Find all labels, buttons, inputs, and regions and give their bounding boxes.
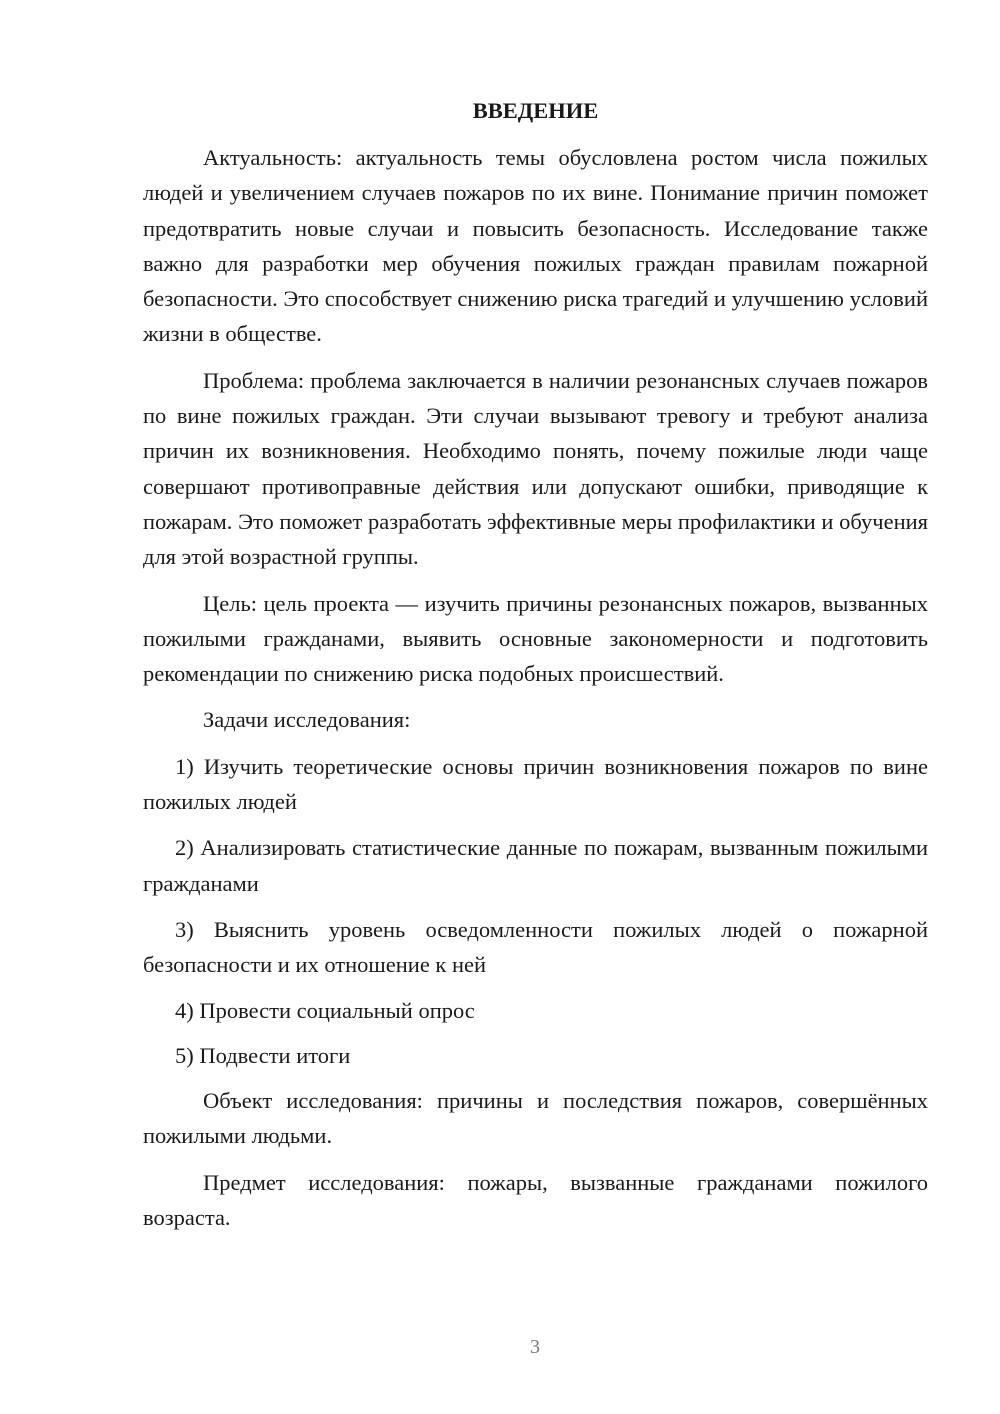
task-item-5: 5) Подвести итоги — [175, 1042, 351, 1068]
page-content — [143, 93, 928, 1235]
page-number: 3 — [530, 1336, 540, 1358]
paragraph-problem: Проблема: проблема заключается в наличии резонансных случаев пожаров по вине пожилых граждан. Эти случаи вызывают тревогу и требуют анализа причин их возникновения. Необходимо понять, почему пожилые люди чаще совершают противоправные действия или допускают ошибки, приводящие к пожарам. Это поможет разработать эффективные меры профилактики и обучения для этой возрастной группы. — [143, 367, 928, 570]
paragraph-goal: Цель: цель проекта — изучить причины резонансных пожаров, вызванных пожилыми гражданами, выявить основные закономерности и подготовить рекомендации по снижению риска подобных происшествий. — [143, 590, 928, 687]
page-title: ВВЕДЕНИЕ — [472, 98, 599, 123]
task-item-4: 4) Провести социальный опрос — [175, 997, 475, 1023]
paragraph-subject: Предмет исследования: пожары, вызванные гражданами пожилого возраста. — [143, 1169, 928, 1231]
paragraph-object: Объект исследования: причины и последствия пожаров, совершённых пожилыми людьми. — [143, 1088, 928, 1149]
task-item-3: 3) Выяснить уровень осведомленности пожилых людей о пожарной безопасности и их отношение к ней — [143, 916, 928, 978]
task-item-2: 2) Анализировать статистические данные по пожарам, вызванным пожилыми гражданами — [143, 835, 928, 896]
task-item-1: 1) Изучить теоретические основы причин возникновения пожаров по вине пожилых людей — [143, 753, 928, 815]
paragraph-relevance: Актуальность: актуальность темы обусловлена ростом числа пожилых людей и увеличением случаев пожаров по их вине. Понимание причин поможет предотвратить новые случаи и повысить безопасность. Исследование также важно для разработки мер обучения пожилых граждан правилам пожарной безопасности. Это способствует снижению риска трагедий и улучшению условий жизни в обществе. — [143, 145, 928, 347]
tasks-heading: Задачи исследования: — [203, 707, 411, 733]
